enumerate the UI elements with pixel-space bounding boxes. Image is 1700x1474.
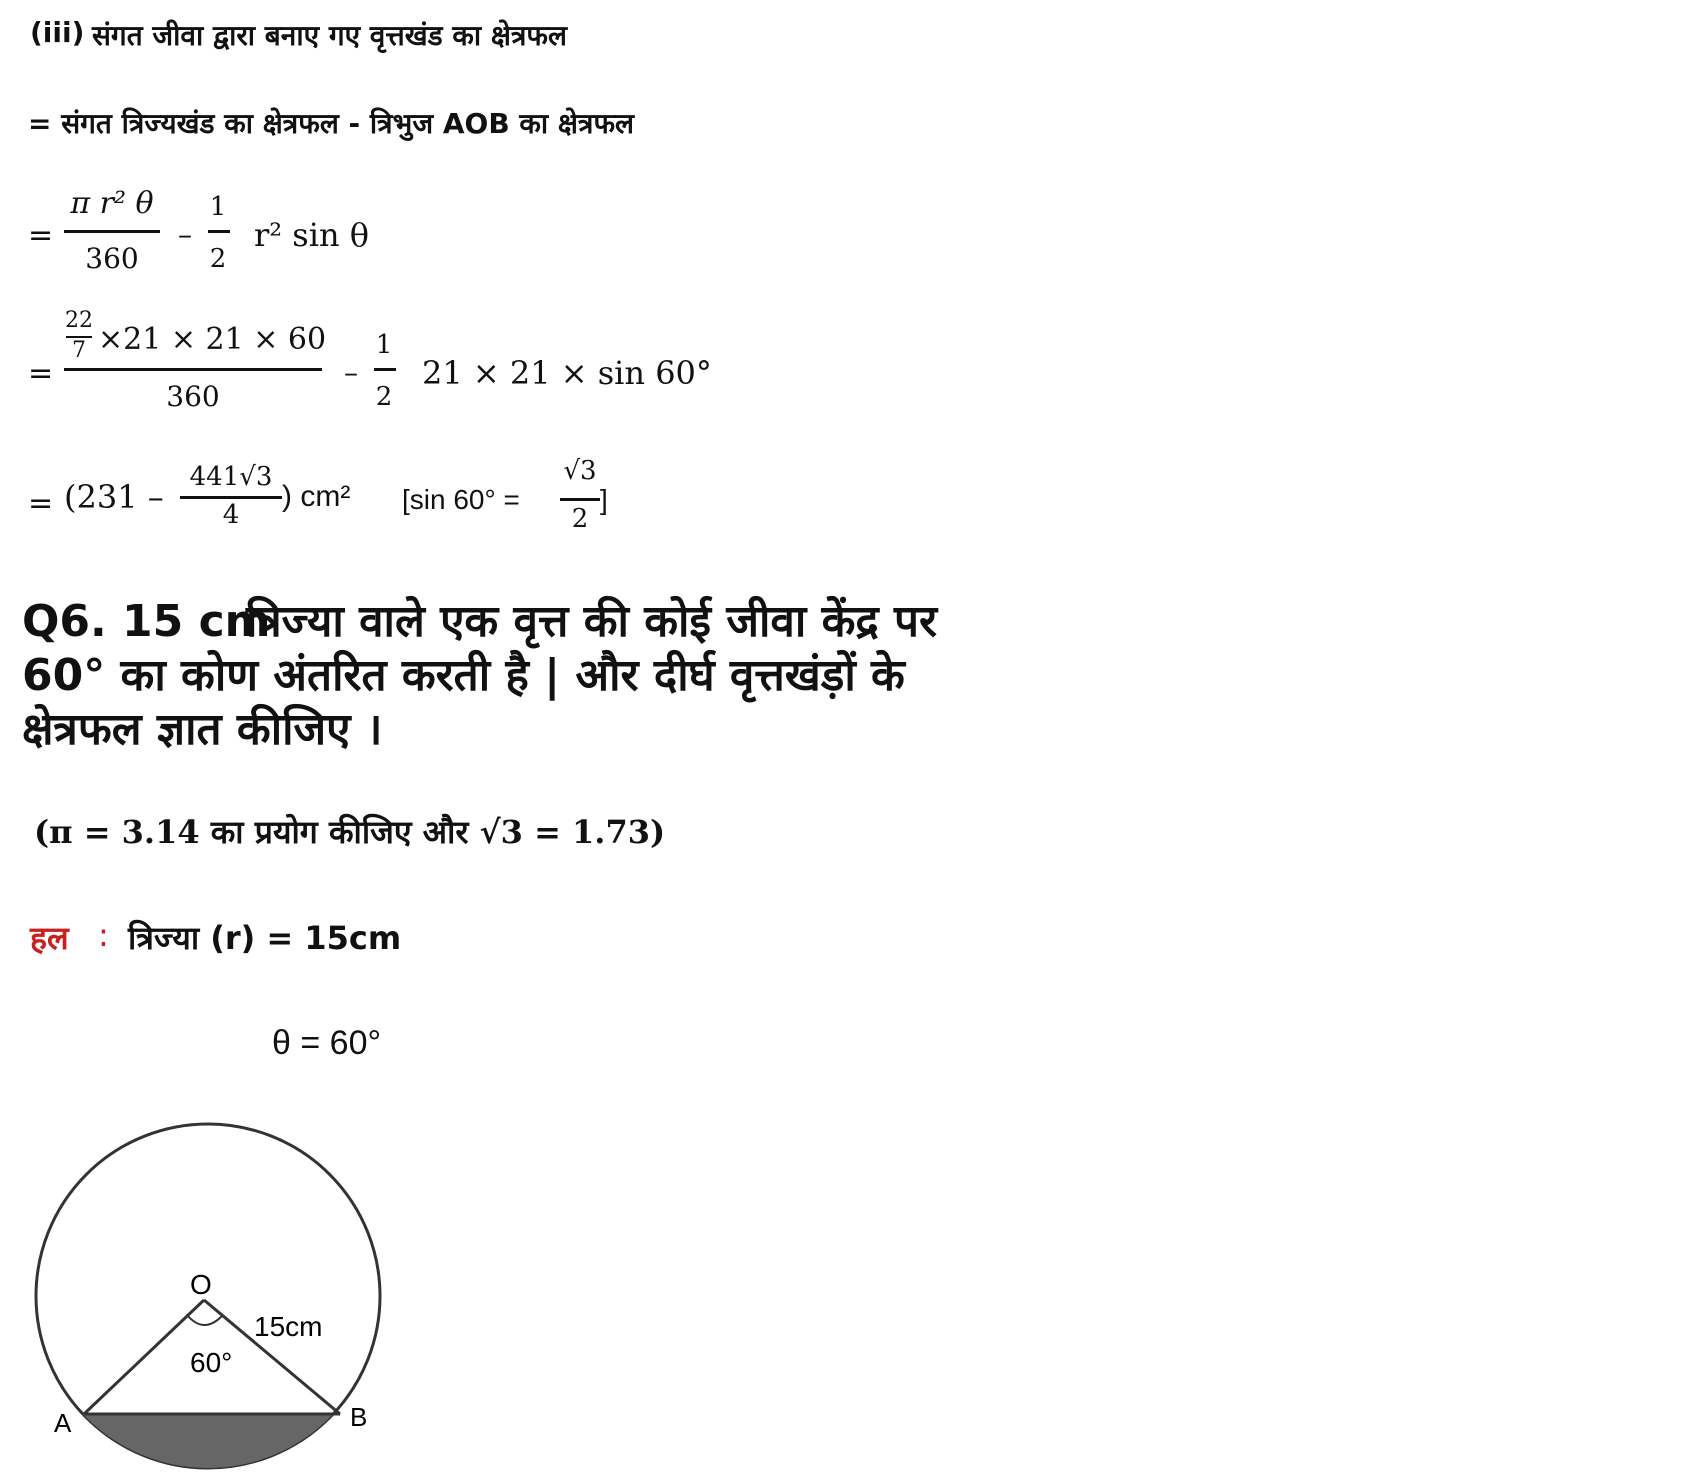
sin-note-open: [sin 60° = [402,484,520,515]
question-label: Q6. 15 cm [22,596,271,647]
equals-sign: = [28,218,54,253]
sin-note-bar [560,498,600,501]
half-denominator: 2 [375,382,393,412]
fraction-1-denominator: 360 [85,242,139,275]
formula-line: = संगत त्रिज्यखंड का क्षेत्रफल - त्रिभुज AOB का क्षेत्रफल [28,107,635,140]
angle-arc [188,1316,222,1325]
theta-line: θ = 60° [272,1024,382,1062]
radius-line: त्रिज्या (r) = 15cm [128,919,402,957]
half-bar [208,230,230,233]
center-label-o: O [190,1269,212,1300]
minor-segment-shade [30,1414,390,1474]
solution-label: हल [30,919,69,957]
fraction-2-denominator: 360 [166,380,220,413]
half-numerator: 1 [209,192,227,222]
question-line-3: क्षेत्रफल ज्ञात कीजिए । [22,704,383,755]
solution-colon: : [98,916,109,954]
fraction-2-bar [64,368,322,371]
minus-sign: – [344,356,358,389]
question-line-1: त्रिज्या वाले एक वृत्त की कोई जीवा केंद्र पर [246,596,938,647]
fraction-1-bar [64,230,160,233]
half-numerator: 1 [375,330,393,360]
minus-sign: – [178,218,192,251]
half-denominator: 2 [209,244,227,274]
equals-sign: = [28,486,54,521]
question-hint: (π = 3.14 का प्रयोग कीजिए और √3 = 1.73) [34,813,666,851]
radius-label: 15cm [254,1311,323,1342]
result-bar [180,496,282,499]
sin-note-numerator: √3 [563,456,597,486]
part-label: (iii) [30,16,85,49]
small-frac-numerator: 22 [65,308,93,333]
fraction-2-numerator: ×21 × 21 × 60 [98,322,327,357]
fraction-1-numerator: π r² θ [70,186,154,221]
half-bar [374,368,396,371]
sin-note-denominator: 2 [571,504,589,534]
part-heading: संगत जीवा द्वारा बनाए गए वृत्तखंड का क्षेत्रफल [92,19,567,52]
radius-oa [84,1300,204,1414]
triangle-area-term: 21 × 21 × sin 60° [422,354,712,392]
question-line-2: 60° का कोण अंतरित करती है | और दीर्घ वृत्तखंड़ों के [22,650,905,701]
sin-note-close: ] [600,484,608,515]
equals-sign: = [28,356,54,391]
point-label-b: B [350,1402,368,1432]
circle-diagram [0,1104,400,1474]
result-denominator: 4 [222,500,240,530]
angle-label: 60° [190,1347,233,1378]
r-squared-sin: r² sin θ [254,216,369,254]
result-close: ) cm² [282,480,351,513]
result-numerator: 441√3 [189,462,273,492]
small-frac-denominator: 7 [72,338,86,363]
result-open: (231 – [64,478,164,516]
point-label-a: A [54,1408,72,1438]
